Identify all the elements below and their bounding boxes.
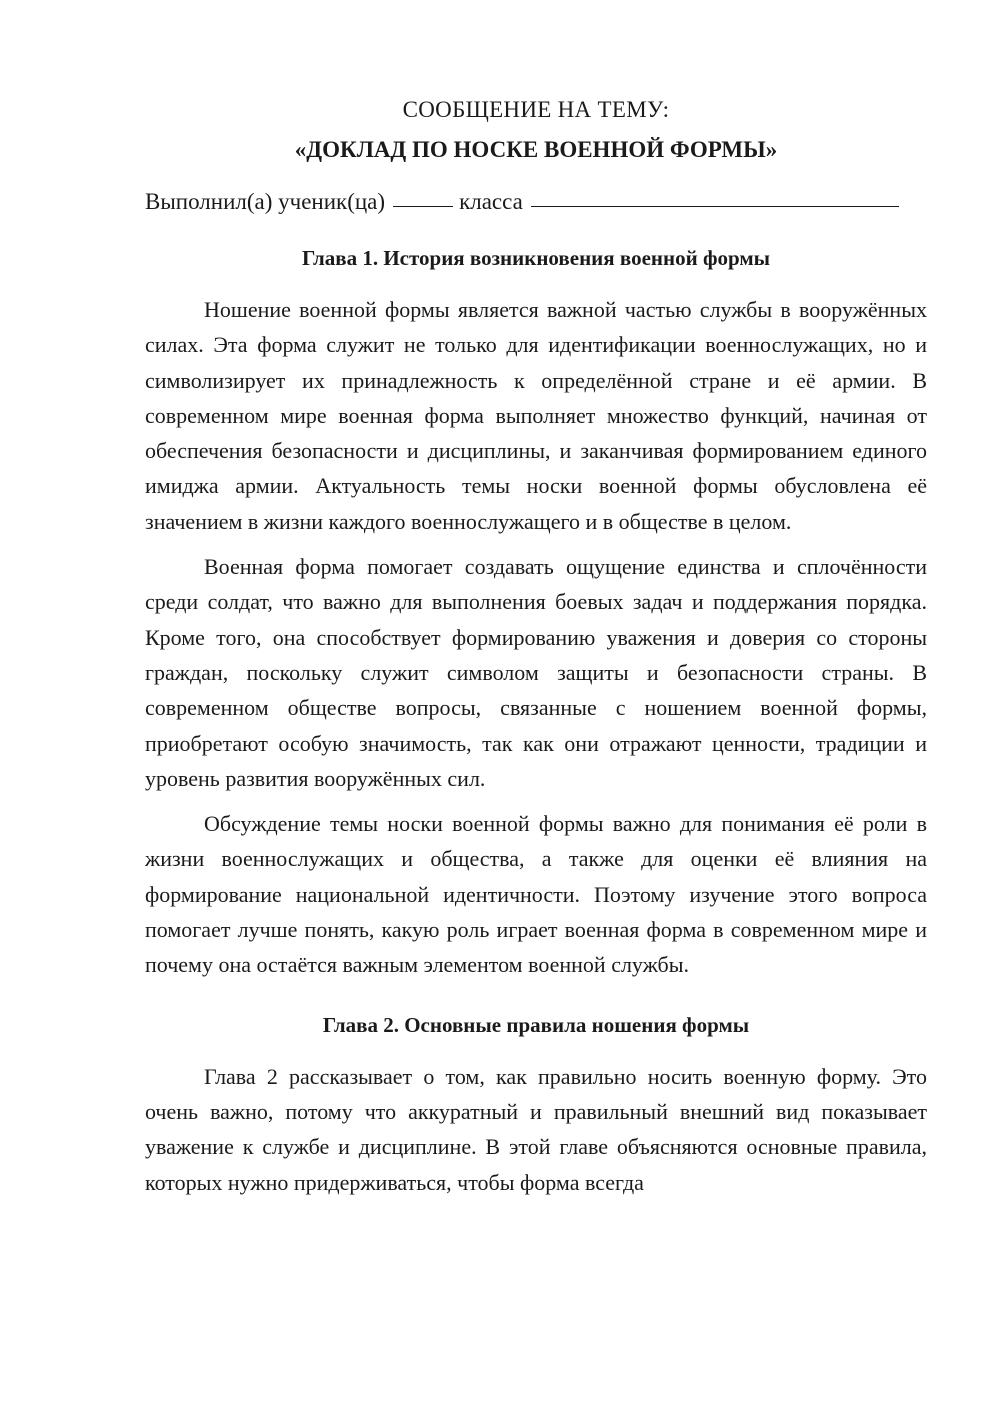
class-number-blank [393, 182, 453, 207]
chapter-1-paragraph-3: Обсуждение темы носки военной формы важно для понимания её роли в жизни военнослужащих и общества, а также для оценки её влияния на формирование национальной идентичности. Поэтому изучение этого вопроса помогает лучше понять, какую роль играет военная форма в современном мире и почему она остаётся важным элементом военной службы. [145, 811, 927, 978]
chapter-2-paragraph-1: Глава 2 рассказывает о том, как правильно носить военную форму. Это очень важно, потому что аккуратный и правильный внешний вид показывает уважение к службе и дисциплине. В этой главе объясняются основные правила, которых нужно придерживаться, чтобы форма всегда [145, 1063, 927, 1195]
document-page [145, 92, 927, 1200]
chapter-1-heading: Глава 1. История возникновения военной формы [301, 246, 771, 270]
student-name-blank [531, 182, 899, 207]
document-title-line2: «ДОКЛАД ПО НОСКЕ ВОЕННОЙ ФОРМЫ» [294, 137, 778, 162]
chapter-2-heading: Глава 2. Основные правила ношения формы [322, 1012, 750, 1037]
chapter-1-paragraph-2: Военная форма помогает создавать ощущение единства и сплочённости среди солдат, что важно для выполнения боевых задач и поддержания порядка. Кроме того, она способствует формированию уважения и доверия со стороны граждан, поскольку служит символом защиты и безопасности страны. В современном обществе вопросы, связанные с ношением военной формы, приобретают особую значимость, так как они отражают ценности, традиции и уровень развития вооружённых сил. [145, 554, 927, 791]
chapter-1-paragraph-1: Ношение военной формы является важной частью службы в вооружённых силах. Эта форма служит не только для идентификации военнослужащих, но и символизирует их принадлежность к определённой стране и её армии. В современном мире военная форма выполняет множество функций, начиная от обеспечения безопасности и дисциплины, и заканчивая формированием единого имиджа армии. Актуальность темы носки военной формы обусловлена её значением в жизни каждого военнослужащего и в обществе в целом. [145, 297, 927, 534]
author-middle: класса [459, 189, 523, 214]
author-prefix: Выполнил(а) ученик(ца) [145, 189, 386, 214]
author-line [145, 184, 927, 220]
document-title-line1: СООБЩЕНИЕ НА ТЕМУ: [402, 97, 670, 122]
